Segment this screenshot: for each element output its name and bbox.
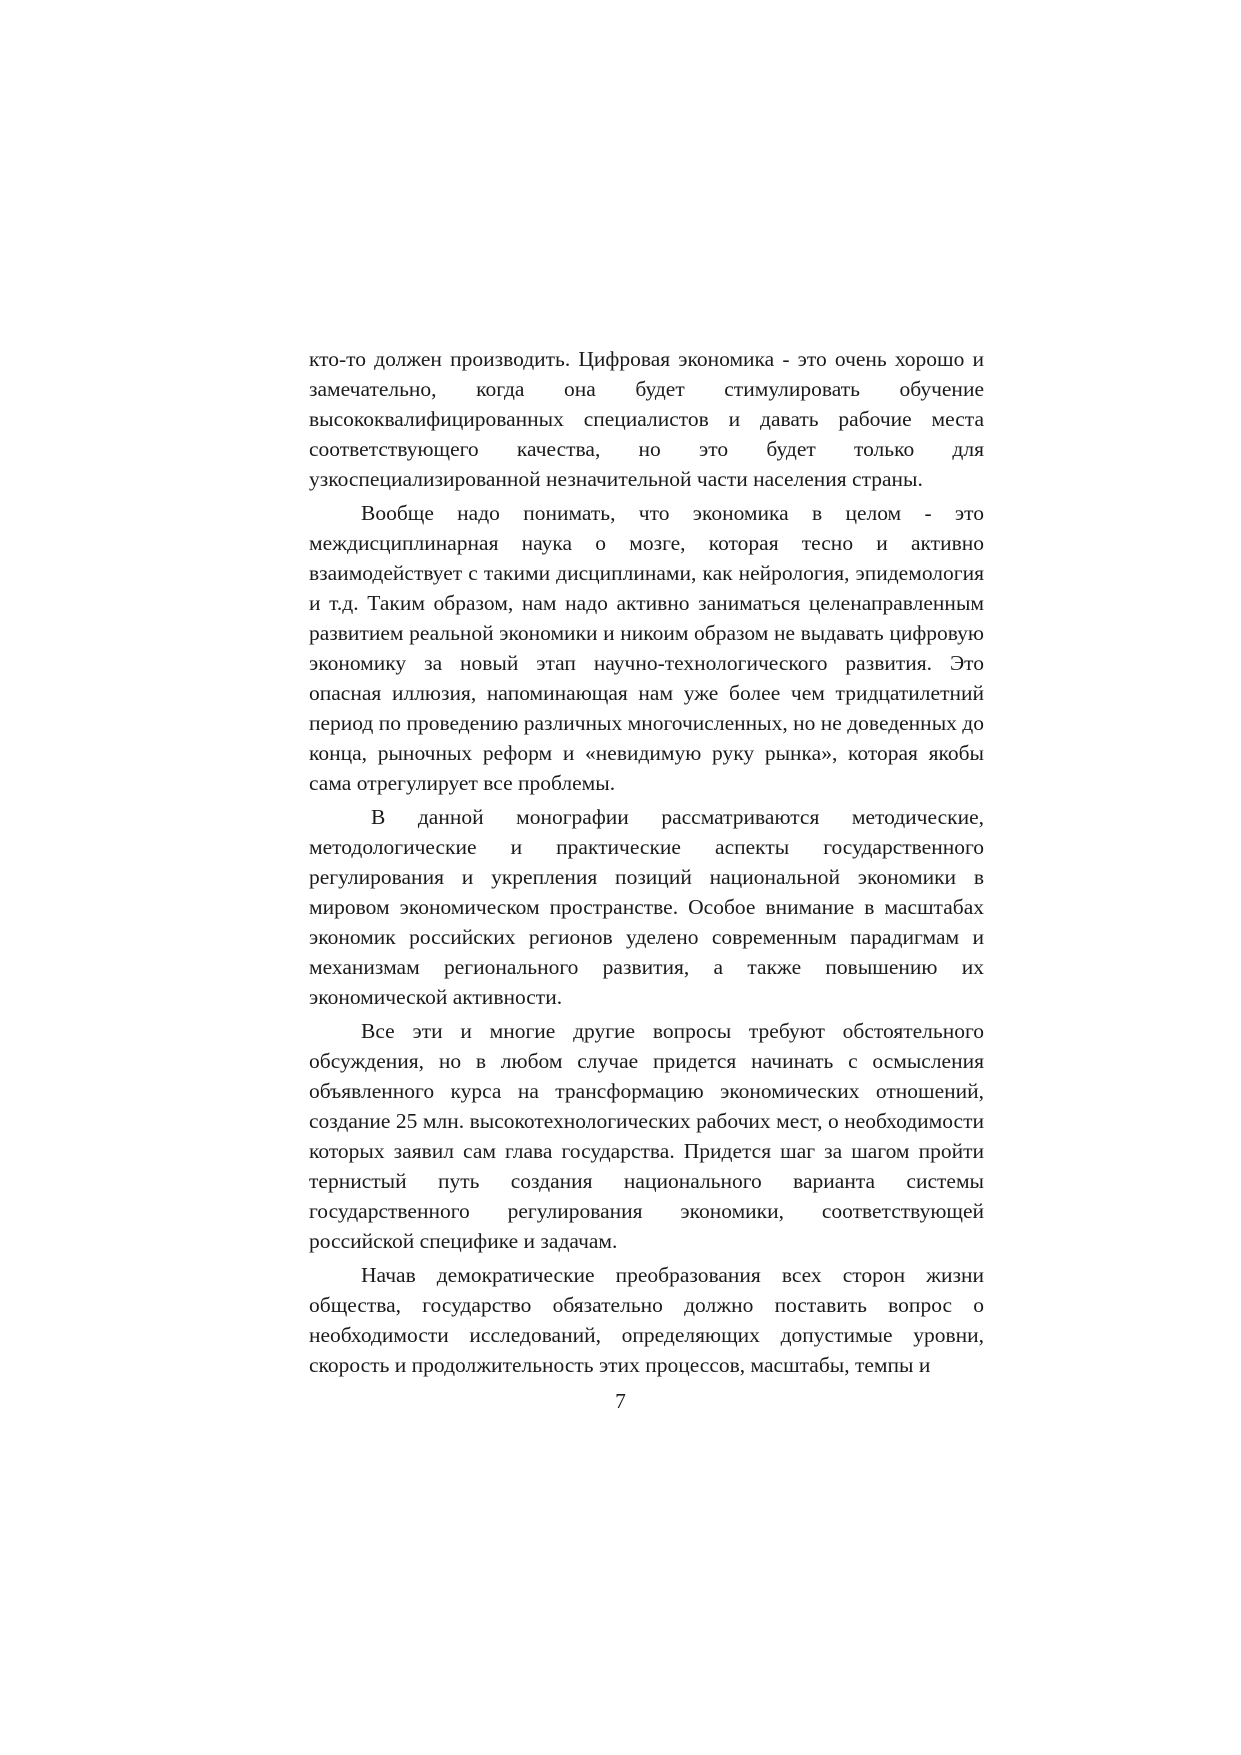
- paragraph-continuation: кто-то должен производить. Цифровая экономика - это очень хорошо и замечательно, когда она будет стимулировать обучение высококвалифицированных специалистов и давать рабочие места соответствующего качества, но это будет только для узкоспециализированной незначительной части населения страны.: [309, 347, 984, 491]
- page-number: 7: [615, 1389, 626, 1413]
- paragraph-monograph-scope: В данной монографии рассматриваются методические, методологические и практические аспекты государственного регулирования и укрепления позиций национальной экономики в мировом экономическом пространстве. Особое внимание в масштабах экономик российских регионов уделено современным парадигмам и механизмам регионального развития, а также повышению их экономической активности.: [309, 805, 984, 1009]
- paragraph-economics-interdisciplinary: Вообще надо понимать, что экономика в целом - это междисциплинарная наука о мозге, которая тесно и активно взаимодействует с такими дисциплинами, как нейрология, эпидемология и т.д. Таким образом, нам надо активно заниматься целенаправленным развитием реальной экономики и никоим образом не выдавать цифровую экономику за новый этап научно-технологического развития. Это опасная иллюзия, напоминающая нам уже более чем тридцатилетний период по проведению различных многочисленных, но не доведенных до конца, рыночных реформ и «невидимую руку рынка», которая якобы сама отрегулирует все проблемы.: [309, 501, 984, 795]
- paragraph-questions-discussion: Все эти и многие другие вопросы требуют обстоятельного обсуждения, но в любом случае придется начинать с осмысления объявленного курса на трансформацию экономических отношений, создание 25 млн. высокотехнологических рабочих мест, о необходимости которых заявил сам глава государства. Придется шаг за шагом пройти тернистый путь создания национального варианта системы государственного регулирования экономики, соответствующей российской специфике и задачам.: [309, 1019, 984, 1253]
- body-text: [309, 344, 984, 1380]
- paragraph-democratic-reforms: Начав демократические преобразования всех сторон жизни общества, государство обязательно должно поставить вопрос о необходимости исследований, определяющих допустимые уровни, скорость и продолжительность этих процессов, масштабы, темпы и: [309, 1263, 984, 1377]
